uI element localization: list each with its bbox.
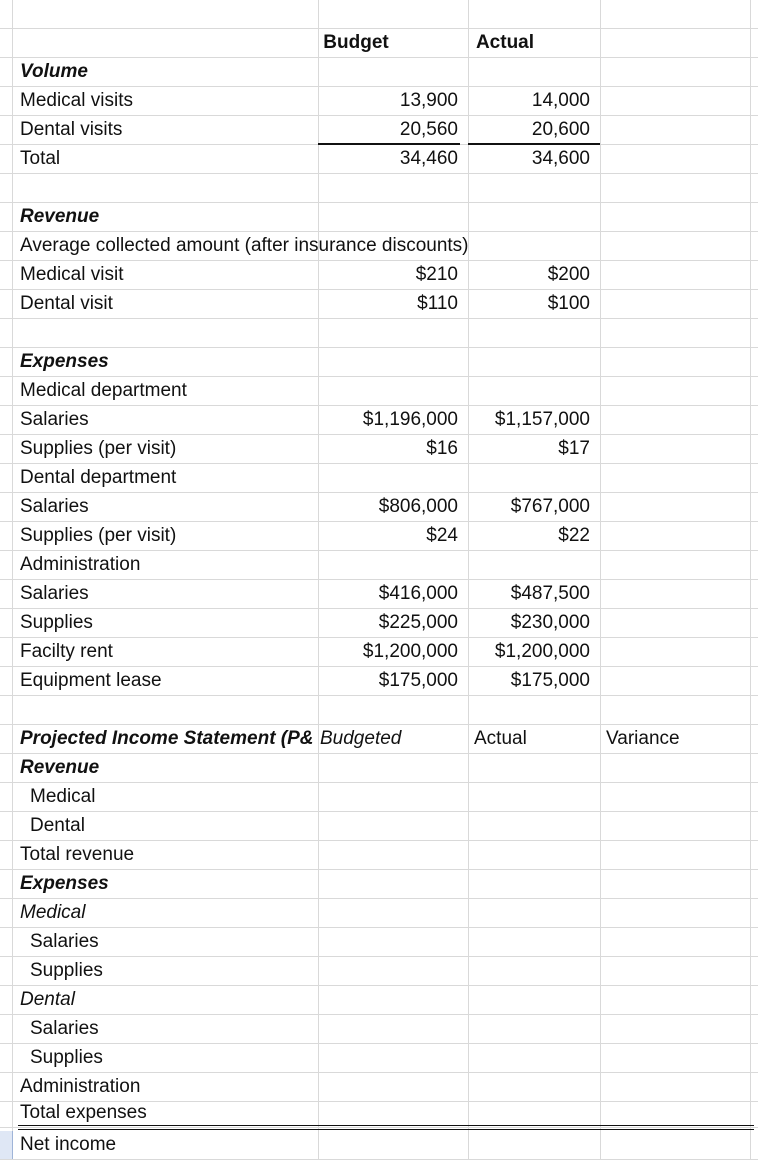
- row-label[interactable]: Salaries: [30, 1018, 99, 1039]
- row[interactable]: [0, 319, 758, 348]
- table-row[interactable]: [0, 522, 758, 551]
- table-row[interactable]: [0, 580, 758, 609]
- actual-cell[interactable]: $1,200,000: [494, 641, 590, 662]
- budget-cell[interactable]: $16: [426, 438, 458, 459]
- volume-title-row[interactable]: [0, 58, 758, 87]
- table-row[interactable]: [0, 1015, 758, 1044]
- row-label[interactable]: Net income: [20, 1134, 117, 1155]
- actual-cell[interactable]: $767,000: [510, 496, 590, 517]
- budget-cell[interactable]: $110: [417, 293, 458, 314]
- revenue-title[interactable]: Revenue: [20, 206, 100, 227]
- actual-cell[interactable]: $100: [547, 293, 590, 314]
- actual-cell[interactable]: 20,600: [531, 119, 590, 140]
- row-label[interactable]: Salaries: [20, 583, 89, 604]
- variance-header[interactable]: Variance: [606, 728, 680, 749]
- table-row[interactable]: [0, 1131, 758, 1160]
- row-label[interactable]: Dental visits: [20, 119, 123, 140]
- budget-cell[interactable]: $225,000: [378, 612, 458, 633]
- budget-cell[interactable]: $806,000: [378, 496, 458, 517]
- row-label[interactable]: Supplies: [30, 960, 103, 981]
- row-label[interactable]: Dental: [20, 989, 75, 1010]
- table-row[interactable]: [0, 957, 758, 986]
- row-label[interactable]: Medical visit: [20, 264, 124, 285]
- table-row[interactable]: [0, 493, 758, 522]
- row-label[interactable]: Supplies: [20, 612, 93, 633]
- table-row[interactable]: [0, 435, 758, 464]
- table-row[interactable]: [0, 116, 758, 145]
- budget-cell[interactable]: 13,900: [399, 90, 458, 111]
- table-row[interactable]: [0, 551, 758, 580]
- row-label[interactable]: Supplies (per visit): [20, 525, 177, 546]
- budget-cell[interactable]: $210: [415, 264, 458, 285]
- table-row[interactable]: [0, 261, 758, 290]
- row-label[interactable]: Dental department: [20, 467, 177, 488]
- table-row[interactable]: [0, 1044, 758, 1073]
- budget-header[interactable]: Budget: [323, 32, 389, 53]
- table-row[interactable]: [0, 464, 758, 493]
- table-row[interactable]: [0, 1073, 758, 1102]
- actual-header[interactable]: Actual: [474, 728, 527, 749]
- row-label[interactable]: Total: [20, 148, 61, 169]
- row-label[interactable]: Total revenue: [20, 844, 135, 865]
- row-label[interactable]: Dental: [30, 815, 85, 836]
- budget-cell[interactable]: $24: [426, 525, 458, 546]
- double-underline: [18, 1129, 754, 1130]
- row-label[interactable]: Salaries: [20, 496, 89, 517]
- actual-cell[interactable]: $200: [547, 264, 590, 285]
- actual-cell[interactable]: 34,600: [531, 148, 590, 169]
- volume-title[interactable]: Volume: [20, 61, 88, 82]
- table-row[interactable]: [0, 841, 758, 870]
- budget-cell[interactable]: 20,560: [399, 119, 458, 140]
- row-label[interactable]: Dental visit: [20, 293, 113, 314]
- table-row[interactable]: [0, 986, 758, 1015]
- row-label[interactable]: Supplies: [30, 1047, 103, 1068]
- row-label[interactable]: Administration: [20, 554, 141, 575]
- table-row[interactable]: [0, 377, 758, 406]
- row-label[interactable]: Medical department: [20, 380, 187, 401]
- actual-cell[interactable]: $175,000: [510, 670, 590, 691]
- table-row[interactable]: [0, 783, 758, 812]
- table-row[interactable]: [0, 290, 758, 319]
- revenue-subtitle[interactable]: Average collected amount (after insurance discounts): [20, 235, 469, 256]
- row-label[interactable]: Facilty rent: [20, 641, 113, 662]
- table-row[interactable]: [0, 638, 758, 667]
- table-row[interactable]: [0, 406, 758, 435]
- budget-cell[interactable]: $175,000: [378, 670, 458, 691]
- row-label[interactable]: Medical: [30, 786, 96, 807]
- budget-cell[interactable]: 34,460: [399, 148, 458, 169]
- row-label[interactable]: Administration: [20, 1076, 141, 1097]
- actual-cell[interactable]: $230,000: [510, 612, 590, 633]
- row[interactable]: [0, 0, 758, 29]
- actual-cell[interactable]: $487,500: [510, 583, 590, 604]
- row-label[interactable]: Revenue: [20, 757, 100, 778]
- table-row[interactable]: [0, 1099, 758, 1128]
- row-label[interactable]: Total expenses: [20, 1102, 147, 1123]
- row[interactable]: [0, 696, 758, 725]
- table-row[interactable]: [0, 609, 758, 638]
- actual-header[interactable]: Actual: [475, 32, 535, 53]
- table-row[interactable]: [0, 667, 758, 696]
- table-row[interactable]: [0, 232, 758, 261]
- table-row[interactable]: [0, 754, 758, 783]
- revenue-title-row[interactable]: [0, 203, 758, 232]
- expenses-title-row[interactable]: [0, 348, 758, 377]
- income-statement-title[interactable]: Projected Income Statement (P&: [20, 728, 314, 749]
- header-row[interactable]: [0, 29, 758, 58]
- budget-cell[interactable]: $416,000: [378, 583, 458, 604]
- income-statement-header-row[interactable]: [0, 725, 758, 754]
- table-row[interactable]: [0, 870, 758, 899]
- table-row[interactable]: [0, 812, 758, 841]
- table-row[interactable]: [0, 87, 758, 116]
- budget-cell[interactable]: $1,200,000: [362, 641, 458, 662]
- actual-cell[interactable]: $22: [558, 525, 590, 546]
- row-label[interactable]: Supplies (per visit): [20, 438, 177, 459]
- row-label[interactable]: Medical: [20, 902, 86, 923]
- actual-cell[interactable]: 14,000: [531, 90, 590, 111]
- actual-cell[interactable]: $1,157,000: [494, 409, 590, 430]
- row-label[interactable]: Medical visits: [20, 90, 133, 111]
- row-label[interactable]: Expenses: [20, 873, 109, 894]
- actual-cell[interactable]: $17: [558, 438, 590, 459]
- double-underline: [18, 1125, 754, 1126]
- row-label[interactable]: Salaries: [20, 409, 89, 430]
- table-row[interactable]: [0, 899, 758, 928]
- budget-cell[interactable]: $1,196,000: [362, 409, 458, 430]
- row-label[interactable]: Salaries: [30, 931, 99, 952]
- expenses-title[interactable]: Expenses: [20, 351, 109, 372]
- budgeted-header[interactable]: Budgeted: [320, 725, 401, 753]
- table-row[interactable]: [0, 928, 758, 957]
- row-label[interactable]: Equipment lease: [20, 670, 162, 691]
- row[interactable]: [0, 174, 758, 203]
- table-row[interactable]: [0, 145, 758, 174]
